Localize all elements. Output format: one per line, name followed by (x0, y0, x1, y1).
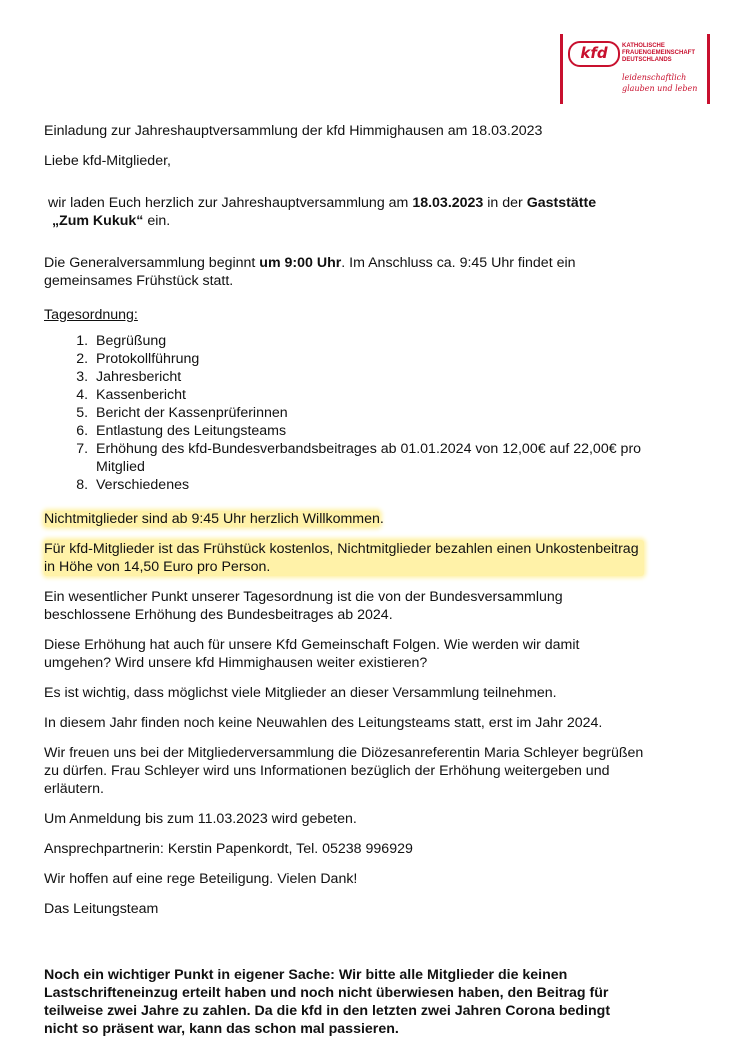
kfd-logo (560, 34, 710, 106)
agenda-item: 3. Jahresbericht (92, 368, 644, 386)
closing-line: Wir hoffen auf eine rege Beteiligung. Vielen Dank! (44, 871, 358, 887)
agenda-list (44, 332, 644, 494)
logo-slogan-line: glauben und leben (622, 84, 698, 93)
greeting: Liebe kfd-Mitglieder, (44, 153, 171, 169)
letter-body (44, 118, 644, 1038)
agenda-item: 1. Begrüßung (92, 332, 644, 350)
schedule-text: . Im Anschluss ca. 9:45 Uhr findet ein gemeinsames Frühstück statt. (44, 255, 576, 289)
signature: Das Leitungsteam (44, 901, 159, 917)
schedule-paragraph (44, 254, 644, 290)
paragraph-elections: In diesem Jahr finden noch keine Neuwahlen des Leitungsteams statt, erst im Jahr 2024. (44, 715, 603, 731)
venue-word: Gaststätte (526, 195, 597, 211)
agenda-title-text: Tagesordnung: (44, 307, 138, 323)
agenda-item: 5. Bericht der Kassenprüferinnen (92, 404, 644, 422)
agenda-item: 6. Entlastung des Leitungsteams (92, 422, 644, 440)
agenda-item: 2. Protokollführung (92, 350, 644, 368)
nonmembers-welcome-paragraph (44, 510, 644, 528)
logo-org-line: FRAUENGEMEINSCHAFT (622, 50, 695, 56)
paragraph-consequences: Diese Erhöhung hat auch für unsere Kfd Gemeinschaft Folgen. Wie werden wir damit umgehen? Wird unsere kfd Himmighausen weiter existieren? (44, 637, 580, 671)
venue-name: „Zum Kukuk“ (51, 213, 144, 229)
final-note: Noch ein wichtiger Punkt in eigener Sache: Wir bitte alle Mitglieder die keinen Lastschrifteneinzug erteilt haben und noch nicht überwiesen haben, den Beitrag für teilweise zwei Jahre zu zahlen. Da die kfd in den letzten zwei Jahren Corona bedingt nicht so präsent war, kann das schon mal passieren. (44, 967, 611, 1037)
logo-organization-name (622, 43, 706, 64)
logo-slogan (622, 72, 710, 94)
paragraph-participation: Es ist wichtig, dass möglichst viele Mitglieder an dieser Versammlung teilnehmen. (44, 685, 557, 701)
highlighted-welcome-text: Nichtmitglieder sind ab 9:45 Uhr herzlich Willkommen (44, 511, 380, 527)
welcome-period: . (379, 511, 384, 527)
contact-person: Ansprechpartnerin: Kerstin Papenkordt, Tel. 05238 996929 (44, 841, 413, 857)
invitation-text: ein. (143, 213, 171, 229)
paragraph-contribution-increase: Ein wesentlicher Punkt unserer Tagesordnung ist die von der Bundesversammlung beschlossene Erhöhung des Bundesbeitrages ab 2024. (44, 589, 563, 623)
logo-left-bar (560, 34, 563, 104)
logo-slogan-line: leidenschaftlich (622, 73, 687, 82)
paragraph-guest-speaker: Wir freuen uns bei der Mitgliederversammlung die Diözesanreferentin Maria Schleyer begrüßen zu dürfen. Frau Schleyer wird uns Informationen bezüglich der Erhöhung weitergeben und erläutern. (44, 745, 644, 797)
start-time: um 9:00 Uhr (259, 255, 342, 271)
schedule-text: Die Generalversammlung beginnt (44, 255, 260, 271)
breakfast-cost-paragraph (44, 540, 644, 576)
invitation-paragraph (44, 194, 644, 230)
letter-subject: Einladung zur Jahreshauptversammlung der kfd Himmighausen am 18.03.2023 (44, 123, 543, 139)
logo-org-line: KATHOLISCHE (622, 43, 665, 49)
highlighted-breakfast-cost-text: Für kfd-Mitglieder ist das Frühstück kostenlos, Nichtmitglieder bezahlen einen Unkostenbeitrag in Höhe von 14,50 Euro pro Person. (44, 540, 644, 576)
agenda-item: 8. Verschiedenes (92, 476, 644, 494)
invitation-text: in der (483, 195, 527, 211)
agenda-title (44, 306, 644, 324)
agenda-item: 7. Erhöhung des kfd-Bundesverbandsbeitrages ab 01.01.2024 von 12,00€ auf 22,00€ pro Mitglied (92, 440, 644, 476)
invitation-text: wir laden Euch herzlich zur Jahreshauptversammlung am (48, 195, 413, 211)
agenda-item: 4. Kassenbericht (92, 386, 644, 404)
meeting-date: 18.03.2023 (412, 195, 484, 211)
registration-note: Um Anmeldung bis zum 11.03.2023 wird gebeten. (44, 811, 357, 827)
kfd-logo-mark: kfd (568, 41, 620, 67)
logo-org-line: DEUTSCHLANDS (622, 57, 672, 63)
